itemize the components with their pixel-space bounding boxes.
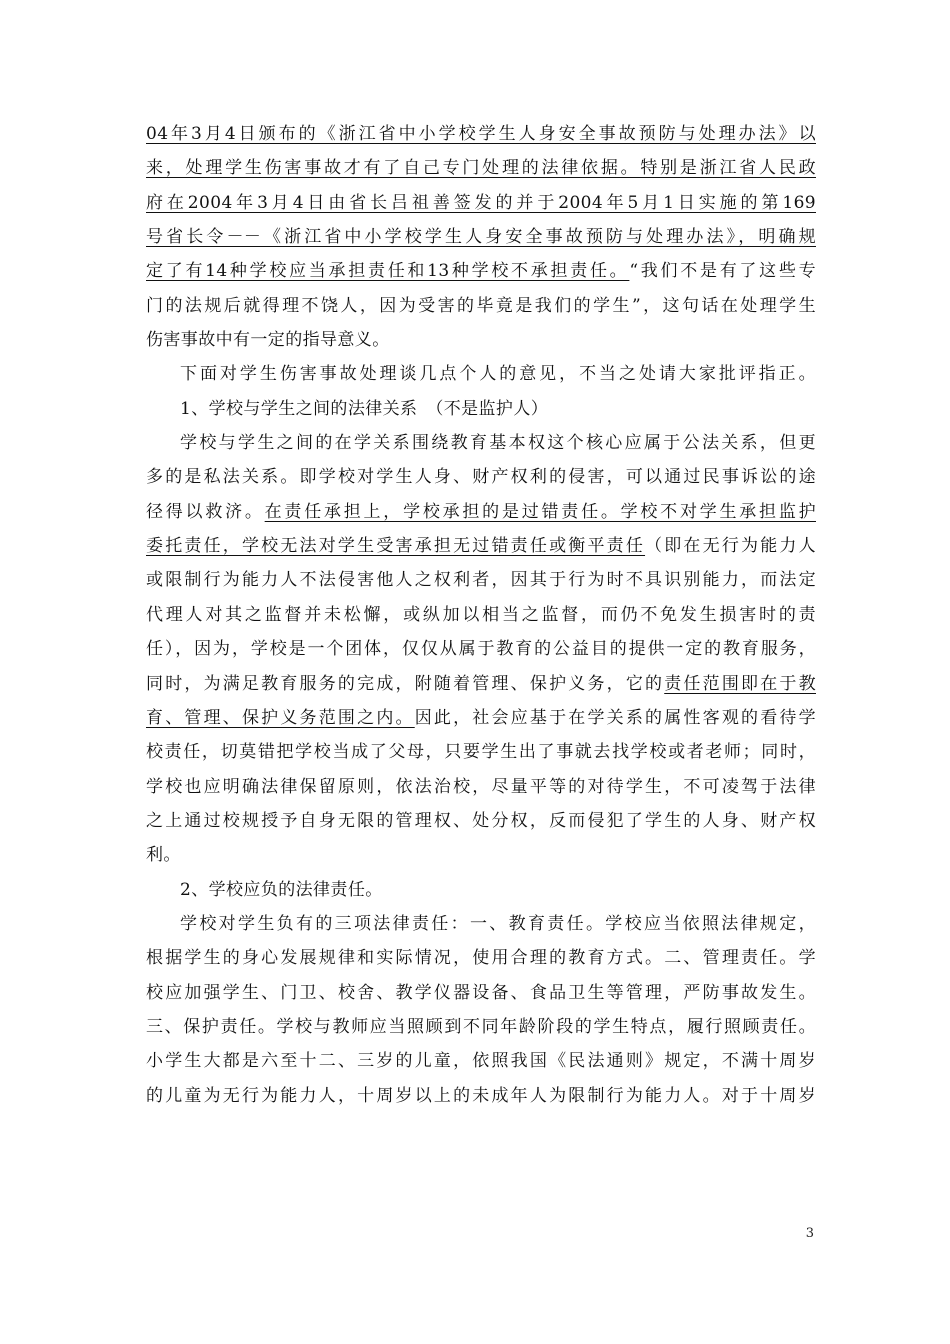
text-segment: 多的是私法关系。即学校对学生人身、财产权利的侵害，可以通过民事诉讼的途 xyxy=(146,467,816,488)
text-segment: 利。 xyxy=(146,845,181,866)
text-line xyxy=(146,186,816,220)
text-line xyxy=(146,735,816,769)
text-segment: 伤害事故中有一定的指导意义。 xyxy=(146,330,390,351)
text-line xyxy=(146,701,816,735)
text-segment: 校应加强学生、门卫、校舍、教学仪器设备、食品卫生等管理，严防事故发生。 xyxy=(146,982,816,1003)
text-line xyxy=(146,1044,816,1078)
text-line xyxy=(146,392,816,426)
text-segment: 学校对学生负有的三项法律责任：一、教育责任。学校应当依照法律规定， xyxy=(180,913,816,934)
text-line xyxy=(146,495,816,529)
underlined-text-segment: 委托责任，学校无法对学生受害承担无过错责任或衡平责任 xyxy=(146,536,646,557)
text-segment: 或限制行为能力人不法侵害他人之权利者，因其于行为时不具识别能力，而法定 xyxy=(146,570,816,591)
text-segment: 校责任，切莫错把学校当成了父母，只要学生出了事就去找学校或者老师；同时， xyxy=(146,742,816,763)
text-segment: 学校与学生之间的在学关系围绕教育基本权这个核心应属于公法关系，但更 xyxy=(180,433,816,454)
underlined-text-segment: 责任范围即在于教 xyxy=(664,673,816,694)
underlined-text-segment: 来，处理学生伤害事故才有了自己专门处理的法律依据。特别是浙江省人民政 xyxy=(146,158,816,179)
text-line xyxy=(146,357,816,391)
text-line xyxy=(146,563,816,597)
text-line xyxy=(146,907,816,941)
page-number: 3 xyxy=(805,1226,814,1241)
text-line xyxy=(146,1010,816,1044)
text-segment: 径得以救济。 xyxy=(146,501,265,522)
text-line xyxy=(146,804,816,838)
underlined-text-segment: 定了有14种学校应当承担责任和13种学校不承担责任。 xyxy=(146,261,630,282)
text-line xyxy=(146,941,816,975)
text-segment: 任），因为，学校是一个团体，仅仅从属于教育的公益目的提供一定的教育服务， xyxy=(146,639,816,660)
text-line xyxy=(146,598,816,632)
text-line xyxy=(146,117,816,151)
text-segment: 之上通过校规授予自身无限的管理权、处分权，反而侵犯了学生的人身、财产权 xyxy=(146,810,816,831)
text-segment: 学校也应明确法律保留原则，依法治校，尽量平等的对待学生，不可凌驾于法律 xyxy=(146,776,816,797)
underlined-text-segment: 在责任承担上，学校承担的是过错责任。学校不对学生承担监护 xyxy=(264,501,816,522)
text-segment: “我们不是有了这些专 xyxy=(629,261,816,282)
text-line xyxy=(146,323,816,357)
underlined-text-segment: 府在2004年3月4日由省长吕祖善签发的并于2004年5月1日实施的第169 xyxy=(146,192,816,213)
underlined-text-segment: 04年3月4日颁布的《浙江省中小学校学生人身安全事故预防与处理办法》以 xyxy=(146,124,816,144)
text-line xyxy=(146,1079,816,1113)
text-line xyxy=(146,529,816,563)
text-line xyxy=(146,254,816,288)
text-segment: （即在无行为能力人 xyxy=(645,536,816,557)
text-segment: 1、学校与学生之间的法律关系 （不是监护人） xyxy=(180,398,549,419)
text-segment: 门的法规后就得理不饶人，因为受害的毕竟是我们的学生”，这句话在处理学生 xyxy=(146,295,816,316)
text-line xyxy=(146,838,816,872)
text-line xyxy=(146,220,816,254)
text-line xyxy=(146,460,816,494)
text-segment: 下面对学生伤害事故处理谈几点个人的意见，不当之处请大家批评指正。 xyxy=(180,364,816,385)
text-line xyxy=(146,976,816,1010)
text-line xyxy=(146,632,816,666)
text-line xyxy=(146,151,816,185)
text-segment: 根据学生的身心发展规律和实际情况，使用合理的教育方式。二、管理责任。学 xyxy=(146,948,816,969)
text-segment: 同时，为满足教育服务的完成，附随着管理、保护义务，它的 xyxy=(146,673,665,694)
text-line xyxy=(146,289,816,323)
document-body-text xyxy=(146,117,816,1113)
underlined-text-segment: 育、管理、保护义务范围之内。 xyxy=(146,707,415,728)
text-line xyxy=(146,770,816,804)
text-segment: 三、保护责任。学校与教师应当照顾到不同年龄阶段的学生特点，履行照顾责任。 xyxy=(146,1016,816,1037)
underlined-text-segment: 号省长令－－《浙江省中小学校学生人身安全事故预防与处理办法》，明确规 xyxy=(146,227,816,248)
text-segment: 2、学校应负的法律责任。 xyxy=(180,879,383,900)
text-line xyxy=(146,873,816,907)
text-segment: 代理人对其之监督并未松懈，或纵加以相当之监督，而仍不免发生损害时的责 xyxy=(146,604,816,625)
text-segment: 小学生大都是六至十二、三岁的儿童，依照我国《民法通则》规定，不满十周岁 xyxy=(146,1051,816,1072)
text-line xyxy=(146,426,816,460)
text-segment: 因此，社会应基于在学关系的属性客观的看待学 xyxy=(414,707,816,728)
text-segment: 的儿童为无行为能力人，十周岁以上的未成年人为限制行为能力人。对于十周岁 xyxy=(146,1085,816,1106)
text-line xyxy=(146,667,816,701)
